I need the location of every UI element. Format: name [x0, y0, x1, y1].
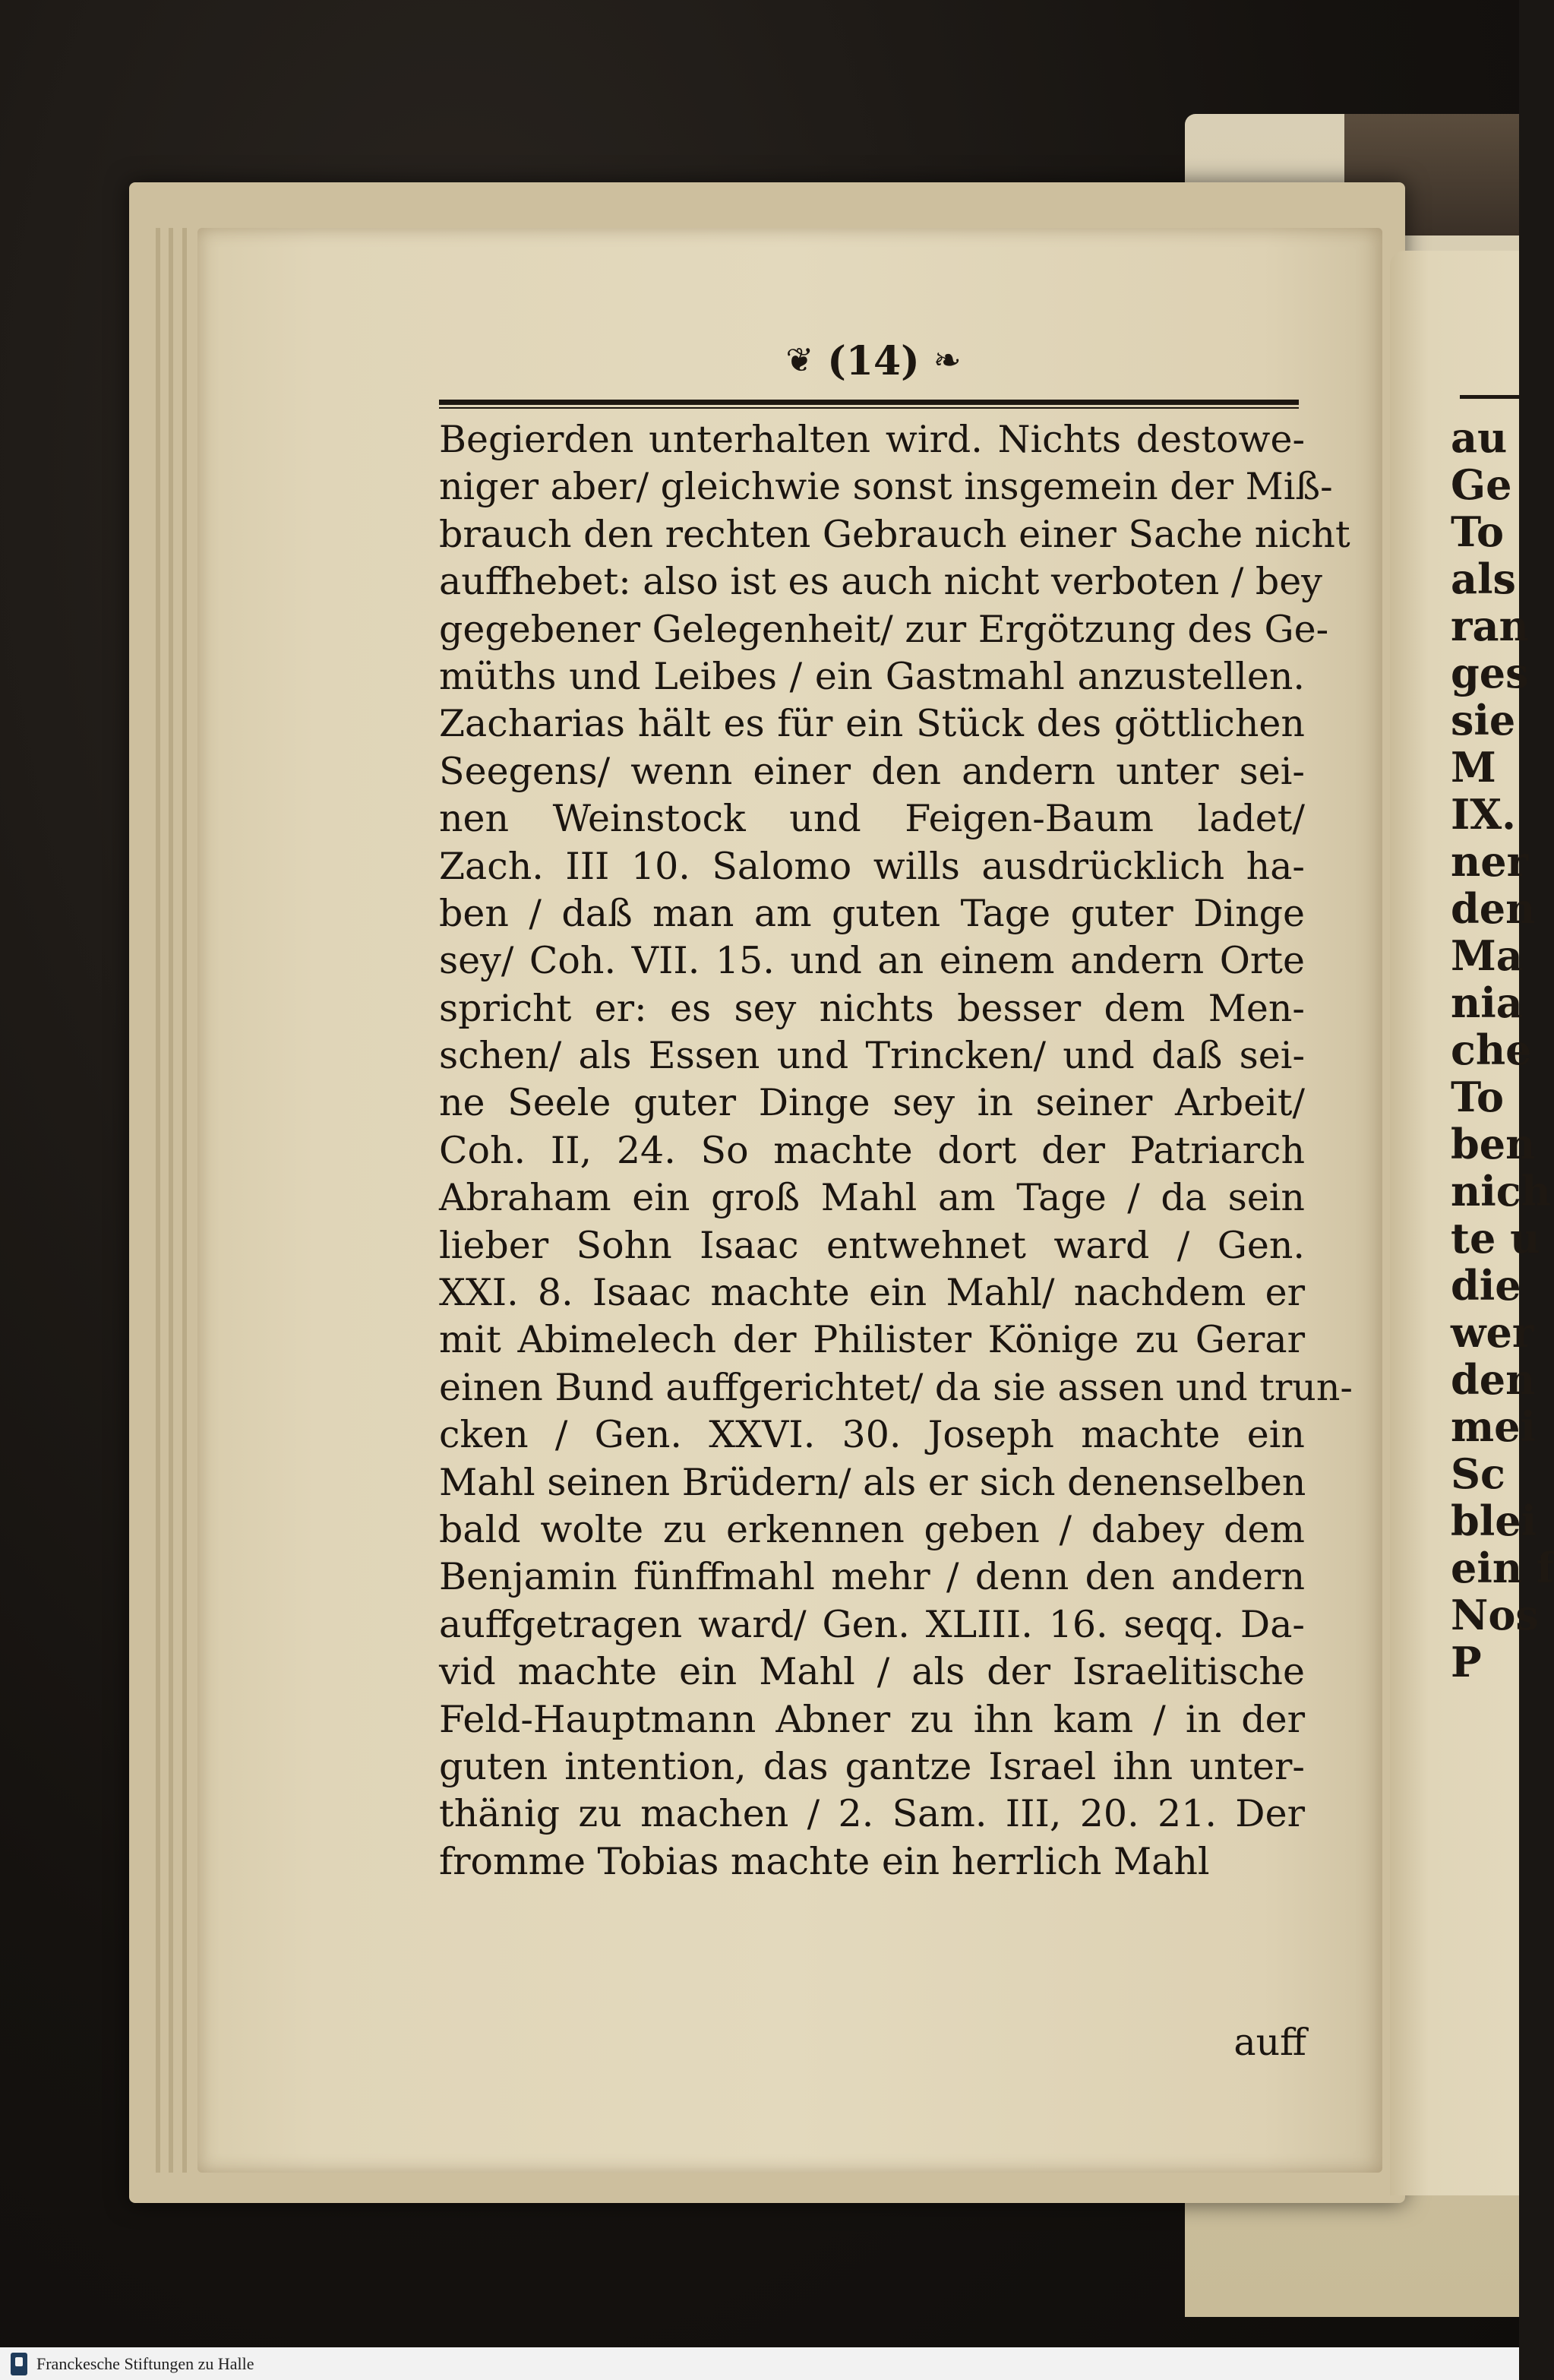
text-line: Coh. II, 24. So machte dort der Patriarch [439, 1128, 1305, 1172]
text-line: XXI. 8. Isaac machte ein Mahl/ nachdem er [439, 1271, 1305, 1315]
text-line: gegebener Gelegenheit/ zur Ergötzung des Ge- [439, 607, 1329, 651]
text-line: brauch den rechten Gebrauch einer Sache nicht [439, 512, 1350, 556]
header-rule-thin [439, 407, 1299, 409]
facing-page-fragment: M [1451, 743, 1496, 792]
ornament-left-icon: ❦ [785, 341, 814, 380]
text-line: auffhebet: also ist es auch nicht verboten / bey [439, 560, 1322, 604]
text-line: Abraham ein groß Mahl am Tage / da sein [439, 1176, 1305, 1220]
text-line: sey/ Coh. VII. 15. und an einem andern Orte [439, 939, 1305, 983]
facing-page-rule [1460, 395, 1519, 399]
facing-page-fragment: ben [1451, 1120, 1536, 1168]
page-header [441, 334, 1306, 387]
facing-page-fragment: als [1451, 555, 1516, 603]
page-edge-line [182, 228, 187, 2173]
text-line: Mahl seinen Brüdern/ als er sich denenselben [439, 1460, 1306, 1504]
page-edge-line [169, 228, 173, 2173]
text-line: ne Seele guter Dinge sey in seiner Arbeit/ [439, 1081, 1305, 1125]
catchword: auff [1233, 2021, 1306, 2064]
facing-page-fragment: ran [1451, 602, 1529, 650]
text-line: lieber Sohn Isaac entwehnet ward / Gen. [439, 1223, 1305, 1267]
text-line: Zacharias hält es für ein Stück des göttlichen [439, 702, 1305, 746]
facing-page-fragment: To [1451, 1073, 1505, 1121]
facing-page-fragment: die [1451, 1261, 1521, 1310]
facing-page-fragment: den [1451, 1355, 1536, 1404]
text-line: nen Weinstock und Feigen-Baum ladet/ [439, 797, 1305, 841]
facing-page-fragment: P [1451, 1638, 1482, 1686]
text-line: ben / daß man am guten Tage guter Dinge [439, 891, 1305, 935]
footer-bar [0, 2347, 1519, 2380]
facing-page-fragment: sie [1451, 696, 1516, 744]
facing-page-fragment: To [1451, 507, 1505, 556]
facing-page-text [1451, 413, 1554, 1686]
text-line: guten intention, das gantze Israel ihn unter- [439, 1744, 1305, 1788]
facing-page-fragment: IX. [1451, 790, 1516, 839]
text-line: einen Bund auffgerichtet/ da sie assen und trun- [439, 1365, 1353, 1409]
facing-page-fragment: ein f [1451, 1544, 1554, 1592]
facing-page-fragment: Ma [1451, 931, 1523, 980]
text-line: Zach. III 10. Salomo wills ausdrücklich ha- [439, 844, 1305, 888]
text-line: müths und Leibes / ein Gastmahl anzustellen. [439, 654, 1305, 698]
facing-page-fragment: blei [1451, 1497, 1537, 1545]
text-line: Feld-Hauptmann Abner zu ihn kam / in der [439, 1697, 1305, 1741]
facing-page-fragment: nich [1451, 1167, 1551, 1215]
facing-page-fragment: wer [1451, 1308, 1534, 1357]
facing-page-fragment: ner [1451, 837, 1529, 886]
facing-page-fragment: den [1451, 884, 1536, 933]
facing-page-fragment: Ge [1451, 460, 1512, 509]
text-line: spricht er: es sey nichts besser dem Men- [439, 986, 1305, 1030]
facing-page-fragment: te u [1451, 1214, 1540, 1263]
text-line: mit Abimelech der Philister Könige zu Gerar [439, 1318, 1305, 1362]
body-text [439, 416, 1353, 1885]
ornament-right-icon: ❧ [933, 341, 962, 380]
text-line: Seegens/ wenn einer den andern unter sei- [439, 749, 1305, 793]
facing-page-fragment: Sc [1451, 1449, 1505, 1498]
text-line: bald wolte zu erkennen geben / dabey dem [439, 1507, 1305, 1551]
facing-page-fragment: Nos [1451, 1591, 1539, 1639]
facing-page-fragment: nia [1451, 978, 1523, 1027]
institution-logo-icon [11, 2353, 27, 2375]
footer-institution: Franckesche Stiftungen zu Halle [36, 2353, 254, 2373]
facing-page-fragment: ges [1451, 649, 1529, 697]
text-line: schen/ als Essen und Trincken/ und daß sei- [439, 1034, 1305, 1078]
text-line: niger aber/ gleichwie sonst insgemein der Miß- [439, 465, 1333, 509]
header-rule [439, 400, 1299, 405]
text-line: auffgetragen ward/ Gen. XLIII. 16. seqq. Da- [439, 1602, 1305, 1646]
facing-page-fragment: mei [1451, 1402, 1537, 1451]
page-edge-line [156, 228, 160, 2173]
text-line: Benjamin fünffmahl mehr / denn den andern [439, 1555, 1305, 1599]
facing-page-fragment: au [1451, 413, 1508, 462]
text-line: cken / Gen. XXVI. 30. Joseph machte ein [439, 1413, 1305, 1457]
page-number: (14) [827, 337, 920, 384]
text-line: vid machte ein Mahl / als der Israelitische [439, 1650, 1305, 1694]
text-line: fromme Tobias machte ein herrlich Mahl [439, 1839, 1210, 1883]
text-line: Begierden unterhalten wird. Nichts destowe- [439, 418, 1305, 461]
text-line: thänig zu machen / 2. Sam. III, 20. 21. Der [439, 1792, 1305, 1836]
facing-page-fragment: che [1451, 1026, 1532, 1074]
